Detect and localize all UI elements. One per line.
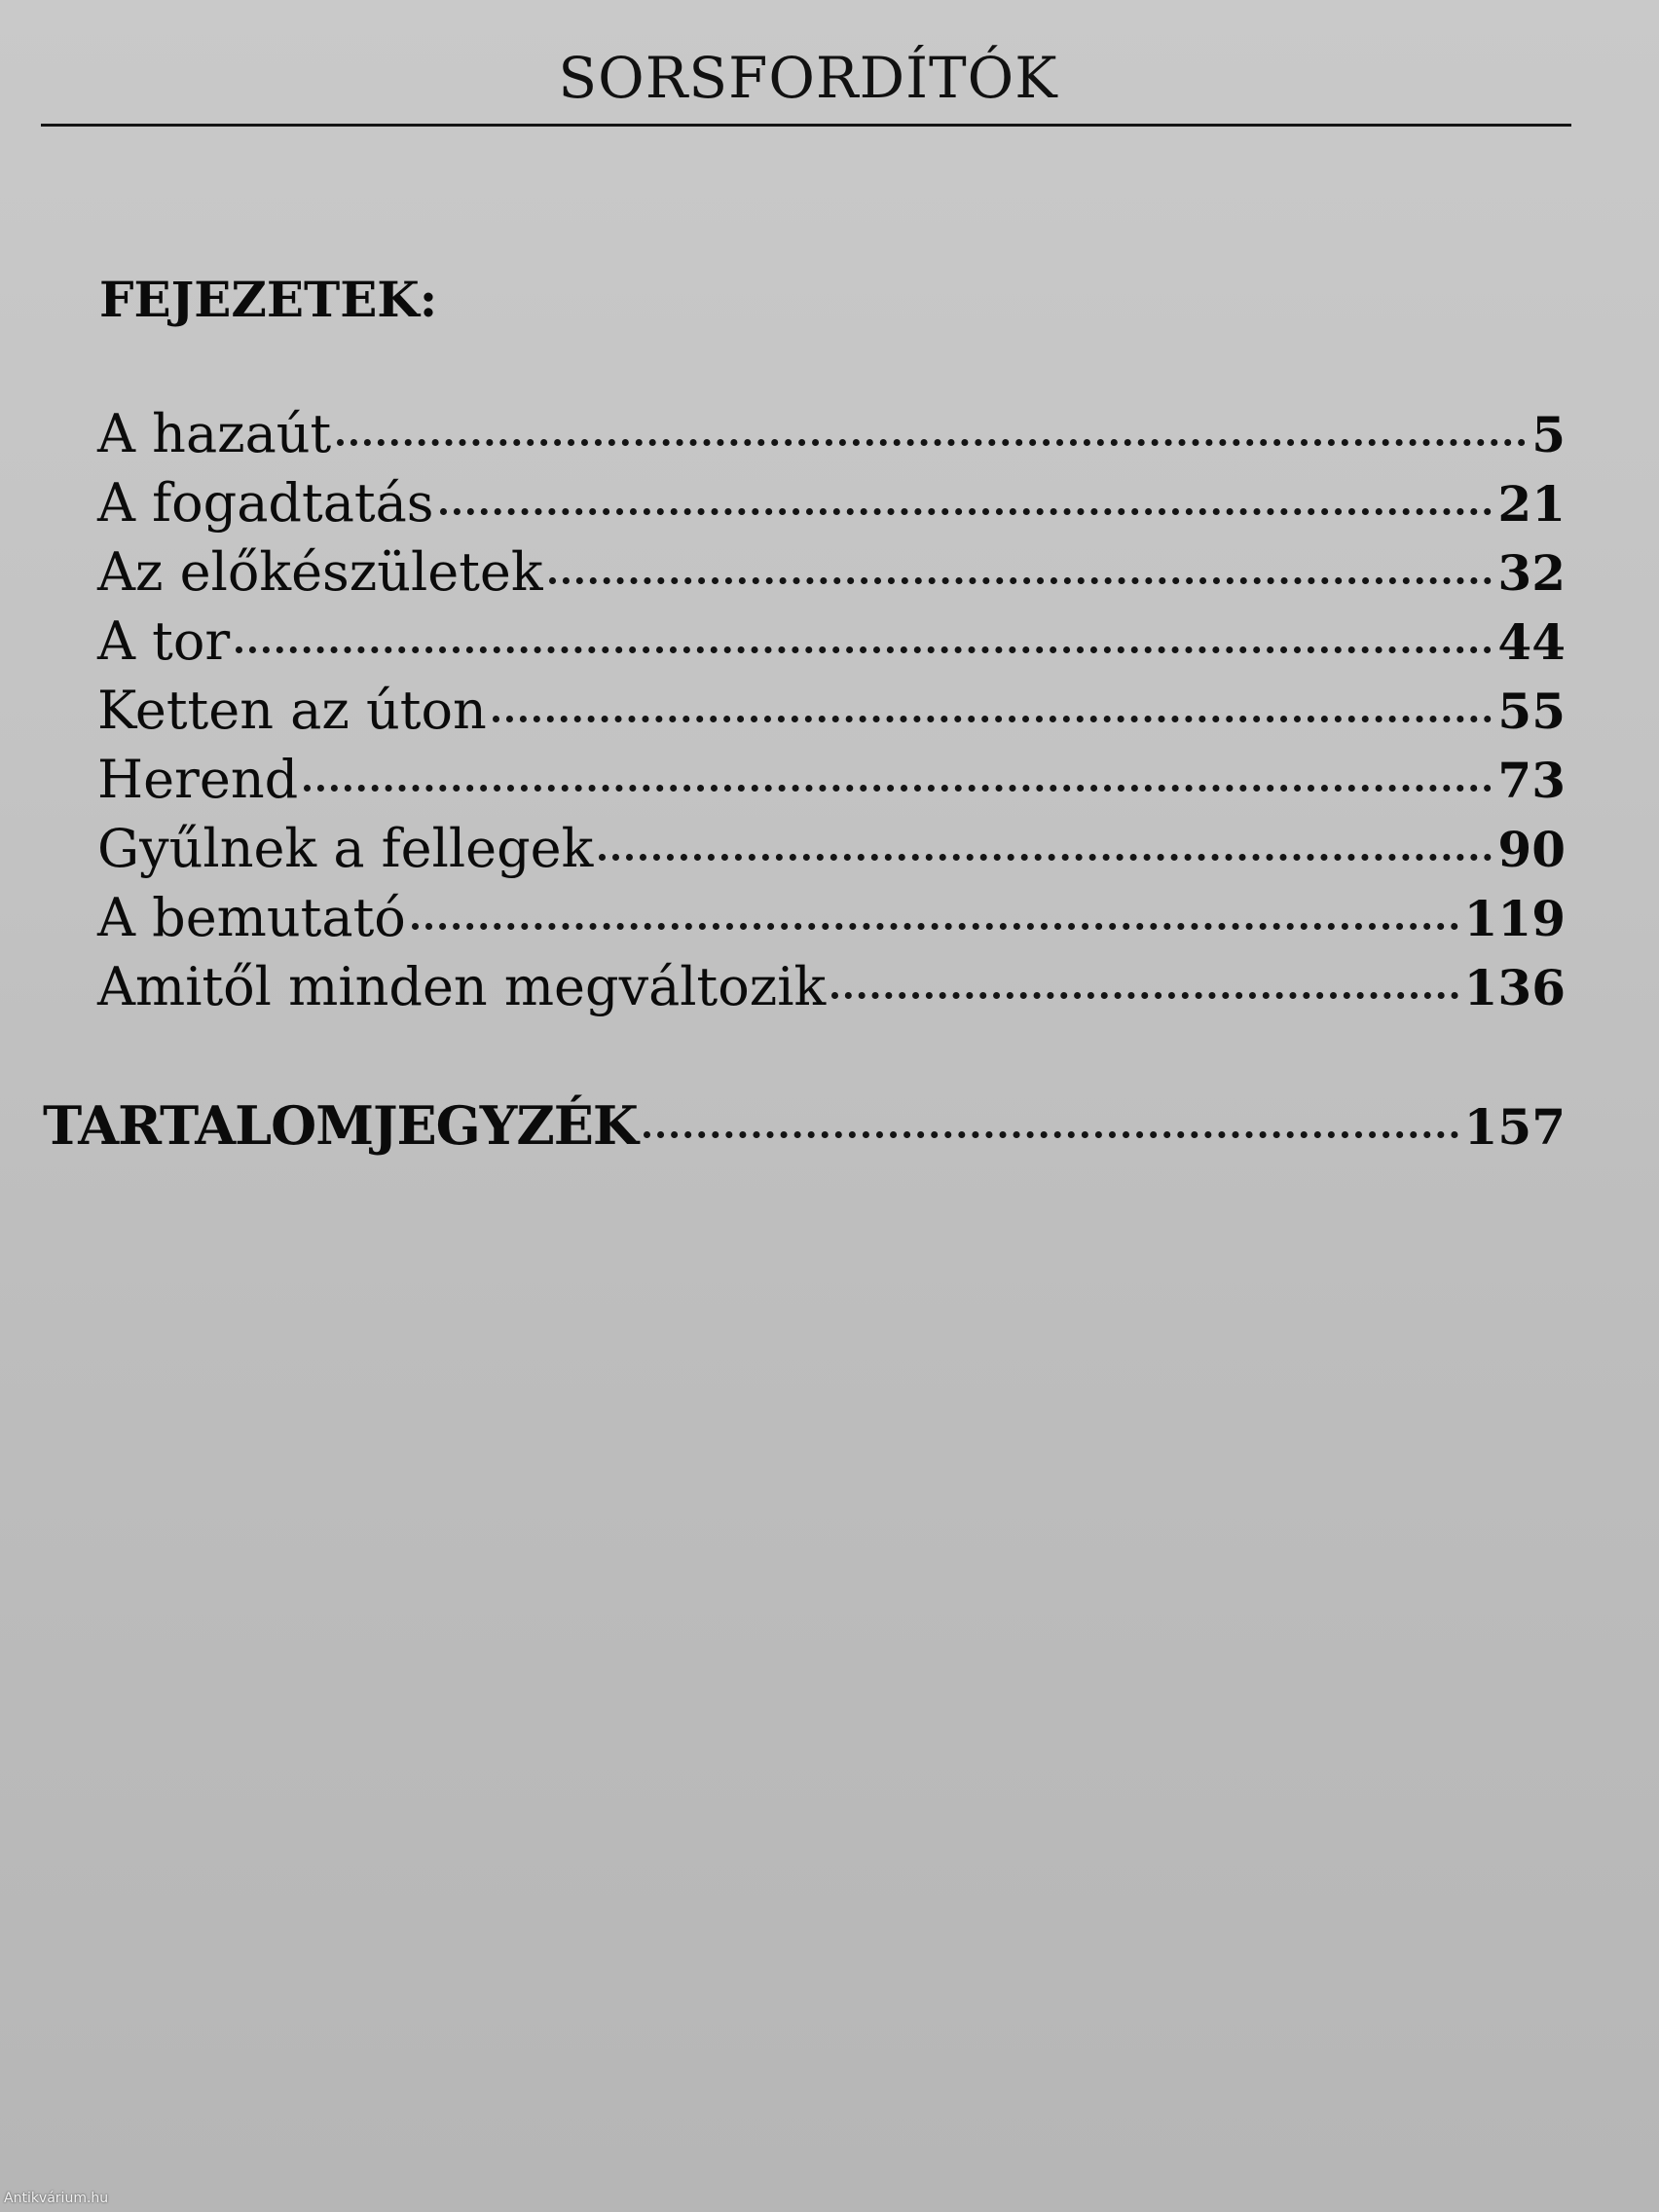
chapter-page-number: 32	[1497, 544, 1566, 602]
chapter-title: A bemutató	[97, 887, 406, 948]
chapter-entry	[97, 749, 1566, 818]
chapter-page-number: 55	[1497, 682, 1566, 740]
dot-leader	[440, 508, 1493, 515]
chapter-page-number: 5	[1531, 406, 1566, 463]
chapter-entry	[97, 956, 1566, 1025]
chapter-title: Gyűlnek a fellegek	[97, 818, 594, 879]
dot-leader	[304, 785, 1492, 792]
chapter-title: A tor	[97, 610, 231, 672]
book-title: SORSFORDÍTÓK	[558, 45, 1058, 111]
section-heading: FEJEZETEK:	[99, 271, 438, 328]
dot-leader	[337, 439, 1526, 446]
chapter-page-number: 136	[1463, 959, 1566, 1016]
chapter-entry	[97, 887, 1566, 956]
dot-leader	[599, 854, 1492, 861]
chapter-title: Az előkészületek	[97, 541, 543, 603]
contents-entry	[43, 1094, 1566, 1163]
chapter-entry	[97, 472, 1566, 541]
dot-leader	[831, 992, 1457, 999]
chapter-page-number: 21	[1497, 475, 1566, 533]
chapter-entry	[97, 403, 1566, 472]
chapter-entry	[97, 818, 1566, 887]
dot-leader	[412, 923, 1458, 930]
chapter-title: Ketten az úton	[97, 680, 487, 741]
chapter-page-number: 44	[1497, 613, 1566, 671]
dot-leader	[549, 577, 1493, 584]
dot-leader	[236, 646, 1492, 653]
chapter-page-number: 73	[1497, 752, 1566, 809]
chapter-entry	[97, 680, 1566, 749]
dot-leader	[644, 1131, 1458, 1138]
chapter-title: A hazaút	[97, 403, 332, 464]
contents-page-number: 157	[1463, 1098, 1566, 1156]
dot-leader	[493, 716, 1493, 722]
chapter-entry	[97, 541, 1566, 610]
watermark: Antikvárium.hu	[4, 2191, 109, 2206]
chapter-page-number: 119	[1463, 890, 1566, 947]
chapter-list	[97, 403, 1566, 1025]
title-rule	[41, 124, 1571, 127]
contents-title: TARTALOMJEGYZÉK	[43, 1094, 638, 1157]
chapter-entry	[97, 610, 1566, 680]
chapter-page-number: 90	[1497, 821, 1566, 878]
chapter-title: A fogadtatás	[97, 472, 434, 534]
chapter-title: Amitől minden megváltozik	[97, 956, 827, 1017]
chapter-title: Herend	[97, 749, 299, 810]
